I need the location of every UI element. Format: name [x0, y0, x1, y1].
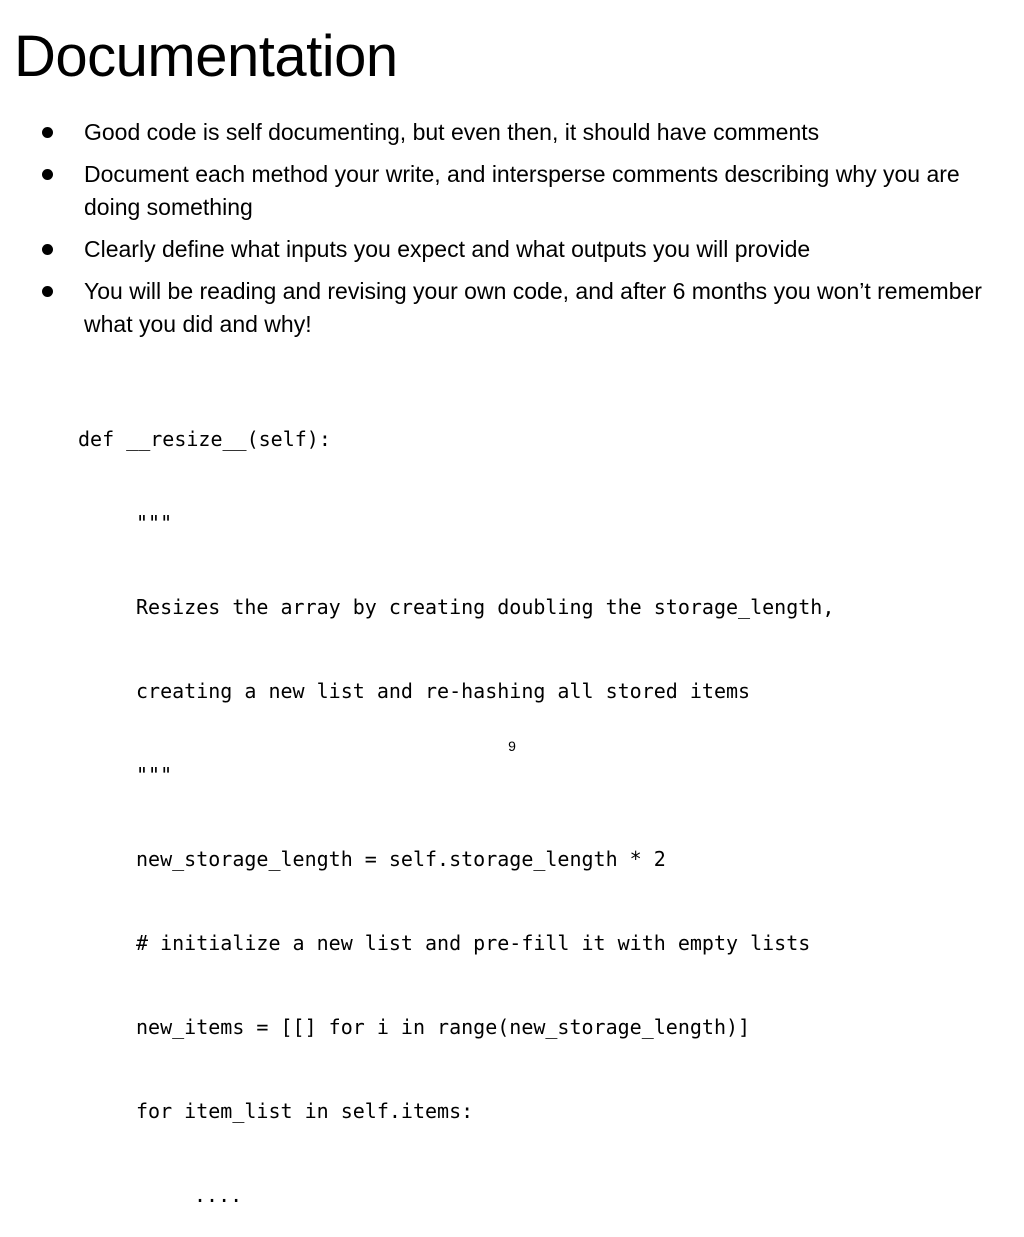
- bullet-item: [40, 275, 1015, 341]
- code-line-def: def __resize__(self):: [78, 427, 331, 451]
- code-line-statement: new_storage_length = self.storage_length * 2: [136, 847, 666, 871]
- code-line-comment: # initialize a new list and pre-fill it with empty lists: [136, 931, 811, 955]
- code-line-statement: new_items = [[] for i in range(new_storage_length)]: [136, 1015, 751, 1039]
- bullet-text: You will be reading and revising your own code, and after 6 months you won’t remember what you did and why!: [84, 278, 982, 337]
- page-number: 9: [508, 738, 516, 754]
- slide-title: Documentation: [14, 24, 398, 89]
- bullet-dot-icon: [42, 127, 53, 138]
- bullet-text: Good code is self documenting, but even then, it should have comments: [84, 119, 820, 145]
- bullet-item: [40, 233, 1015, 266]
- bullet-dot-icon: [42, 286, 53, 297]
- code-line-docstring-text: creating a new list and re-hashing all stored items: [136, 679, 751, 703]
- code-line-loop: for item_list in self.items:: [136, 1099, 474, 1123]
- bullet-text: Clearly define what inputs you expect and what outputs you will provide: [84, 236, 811, 262]
- code-line-ellipsis: ....: [194, 1183, 243, 1207]
- bullet-dot-icon: [42, 244, 53, 255]
- bullet-item: [40, 116, 1015, 149]
- code-block: [78, 369, 834, 1237]
- bullet-list: [40, 116, 1015, 350]
- bullet-text: Document each method your write, and intersperse comments describing why you are doing something: [84, 161, 960, 220]
- code-line-docstring-open: """: [136, 511, 173, 535]
- code-line-docstring-close: """: [136, 763, 173, 787]
- code-line-docstring-text: Resizes the array by creating doubling the storage_length,: [136, 595, 835, 619]
- bullet-dot-icon: [42, 169, 53, 180]
- bullet-item: [40, 158, 1015, 224]
